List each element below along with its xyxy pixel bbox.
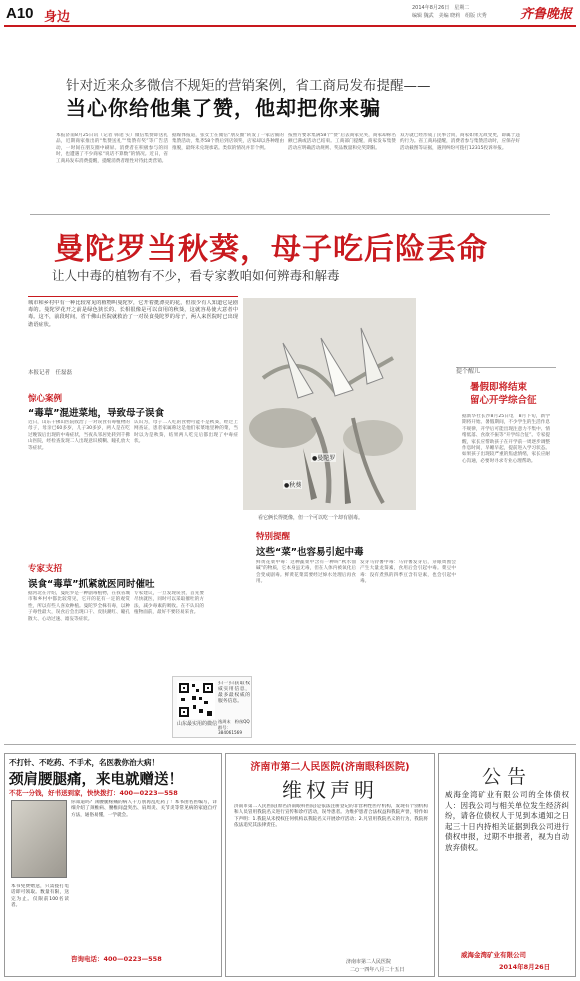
section-title-case: “毒草”混进菜地，导致母子误食: [28, 408, 164, 419]
feature-headline: 曼陀罗当秋葵，母子吃后险丢命: [54, 232, 488, 267]
byline: 本报记者 任磊磊: [28, 370, 73, 376]
ad-spinal: [4, 753, 222, 977]
staff-credits: 编辑 魏武 美编 晓莉 组版 庆秀: [412, 13, 487, 19]
story-headline: 当心你给他集了赞，他却把你来骗: [66, 96, 381, 120]
ad-spinal-headline: 颈肩腰腿痛，来电就赠送！: [9, 772, 183, 788]
qr-box: [172, 676, 252, 738]
ad-spinal-phone: 咨询电话：400—0223—558: [71, 955, 162, 963]
story-body-col4: 双方就已经形成了民事合同，商家如果无故变更，即属于违约行为。省工商局提醒，消费者参与集赞活动时，应保存好活动截图等证据，遇到纠纷可拨打12315投诉举报。: [400, 133, 520, 151]
divider-bottom: [4, 744, 576, 745]
case-text-col2: 认识为，母子二人吃的食物可能不是秋葵，经过上网查证，患者家属称这是他们家菜地里种的菜，当时以为是秋葵，结果两人吃完后都出现了中毒症状。: [134, 420, 238, 445]
story-kicker: 针对近来众多微信不规矩的营销案例，省工商局发布提醒——: [66, 78, 431, 94]
issue-date: 2014年8月26日 星期二: [412, 5, 470, 11]
special-text-col1: 鲜黄花菜中毒：这种蔬菜中含有一种叫“秋水仙碱”的物质，它本身虽无毒，但在人体内被氧化后会变成剧毒。鲜黄花菜需要经过焯水处理后再食用。: [256, 560, 356, 585]
paper-logo: 齐鲁晚报: [520, 7, 573, 22]
notice-title: 维权声明: [282, 778, 378, 802]
section-label-expert: 专家支招: [28, 564, 63, 574]
announcement-sign: 威海金湾矿业有限公司: [461, 951, 526, 959]
tips-label: 提个醒儿: [456, 368, 481, 375]
announcement-body: 威海金湾矿业有限公司的全体债权人：因我公司与相关单位发生经济纠纷，请各位债权人于见到本通知之日起三十日内持相关证据到我公司进行债权申报，过期不申报者，视为自动放弃债权。: [445, 790, 569, 852]
photo-label-datura: ●曼陀罗: [312, 455, 336, 462]
masthead-rule: [4, 25, 576, 27]
section-title-special: 这些“菜”也容易引起中毒: [256, 547, 364, 558]
story-body-col3: 按照方要求集满58个“赞”后去商家兑奖，商家却称名额已满或活动已结束。工商部门提醒，商家发布集赞活动应明确活动规则、奖品数量和兑奖期限。: [288, 133, 396, 151]
ad-spinal-body2: 本书免费赠送，只需拨打电话即可领取。数量有限，送完为止。仅限前100名读者。: [11, 884, 69, 909]
photo-label-okra: ●秋葵: [284, 482, 302, 489]
story-body-col2: 据媒体报道，张女士在微信“朋友圈”转发了一家店铺的集赞活动，集齐58个赞后到店领奖，店家却以各种理由推脱，最终未兑现承诺。类似的情况并非个例。: [172, 133, 284, 151]
ad-spinal-sub: 不花一分钱，好书送到家，快快拨打：400—0223—558: [9, 789, 178, 797]
section-label-case: 惊心案例: [28, 394, 63, 404]
notice-org: 济南市第二人民医院(济南眼科医院): [250, 762, 410, 773]
qr-caption: 山东最实用的微信: [177, 721, 218, 727]
page-number: A10: [6, 5, 34, 22]
section-title-expert: 误食“毒草”抓紧就医同时催吐: [28, 579, 155, 590]
tips-tag: [456, 358, 556, 375]
notice-sign: 济南市第二人民医院: [346, 959, 392, 965]
feature-subhead: 让人中毒的植物有不少，看专家教咱如何辨毒和解毒: [52, 268, 340, 283]
notice-body: 济南市第二人民医院(原名济南眼科医院)是依法注册登记的非营利性医疗机构，发现有个别机构和人员冒用我院名义进行宣传和诊疗活动，误导患者。为维护患者合法权益和我院声誉，特作如下声明：1.我院从未授权任何机构以我院名义开展诊疗活动；2.凡冒用我院名义的行为，我院将依法追究其法律责任。: [234, 804, 428, 829]
lead-text: 城市和乡村中有一种比较常见的植物叫曼陀罗，它开着挺漂亮的花，但很少有人知道它是剧毒的。曼陀罗花开之前是绿色狭长的、长相很像是可以食用的秋葵，这就容易使大意者中毒。这不，前段时间，省千佛山医院就救治了一对误食曼陀罗的母子，两人来医院时已出现谵语症状。: [28, 300, 238, 328]
announcement-title: 公告: [481, 766, 532, 788]
qr-text: 扫一扫获取权威实用信息，最多最权威的服务信息。: [218, 681, 250, 704]
case-text-col1: 近日，山东千佛山医院收治了一对误食有毒植物的母子，母亲已60多岁，儿子30多岁，两人是在吃过晚饭后出现的中毒症状，当夜从邻居处转到千佛山医院，经检查发现二人出现意识模糊、瞳孔放大等症状。: [28, 420, 130, 451]
special-text-col2: 发芽马铃薯中毒：马铃薯发芽后，芽眼周围会产生大量龙葵素，食用后会引起中毒。菜豆中毒：没有煮熟的四季豆含有皂素，也会引起中毒。: [360, 560, 456, 585]
qr-code-icon[interactable]: [177, 681, 215, 719]
photo-caption: 看它俩长得挺像，但一个可以吃一个却有剧毒。: [258, 515, 364, 521]
qr-contact: 逸周末 粉丝QQ群号：384061569: [218, 719, 250, 735]
ad-spinal-topline: 不打针、不吃药、不手术，名医教你治大病！: [9, 758, 159, 767]
announcement-date: 2014年8月26日: [499, 963, 551, 971]
announcement: [438, 753, 576, 977]
flower-image: [243, 298, 416, 510]
tips-body: 据新华社长沙8月25日电 8月下旬，新学期将开始。暑假期间，不少学生的生活作息不规律，开学后可能出现注意力不集中、情绪低落、食欲不振等“开学综合征”。专家提醒，家长应帮助孩子在开学前一周逐步调整作息时间，早睡早起，提前进入学习状态。如果孩子出现较严重的焦虑情绪，家长应耐心沟通，必要时寻求专业心理帮助。: [462, 414, 550, 464]
section-label-special: 特别提醒: [256, 532, 291, 542]
divider: [30, 214, 550, 215]
story-body-col1: 本报济南8月25日讯（记者 韩逵 实）微信集赞即送礼品，近期商家推出的“集赞送礼”“集赞有奖”等广告活动，一时间在朋友圈中刷屏。消费者在积极参与的同时，也遭遇了不少商家“说话不算数”的情况。近日，省工商局发布消费提醒，提醒消费者理性对待此类营销。: [56, 133, 168, 164]
masthead: [0, 0, 580, 28]
expert-text-col1: 据河北在介绍，曼陀罗是一种剧毒植物，在我省城市和乡村中都比较常见，它开的花有一定的观赏性，所以有些人喜欢种植。曼陀罗全株有毒，以种子毒性最大，误食后会出现口干、皮肤潮红、瞳孔散大、心动过速、谵妄等症状。: [28, 591, 130, 622]
section-name: 身边: [44, 10, 71, 25]
tips-headline: 暑假即将结束 留心开学综合征: [470, 382, 537, 406]
ad-book-image: [11, 800, 67, 878]
expert-text-col2: 专家建议，一旦发现误食，首先要尽快就医，同时可以采取催吐的方法，减少毒素的吸收。在不认识的植物面前，最好不要轻易采食。: [134, 591, 204, 616]
hospital-notice: [225, 753, 435, 977]
feature-lead: [28, 296, 238, 360]
ad-spinal-body: 你知道吗？颈腰腿疼痛的病人千万别再乱吃药了！本书由名医编写，详细介绍了颈椎病、腰椎间盘突出、肩周炎、关节炎等常见病的家庭自疗方法，通俗易懂，一学就会。: [71, 800, 217, 818]
notice-date: 二○一四年八月二十五日: [350, 967, 405, 973]
flower-photo: [243, 298, 416, 510]
